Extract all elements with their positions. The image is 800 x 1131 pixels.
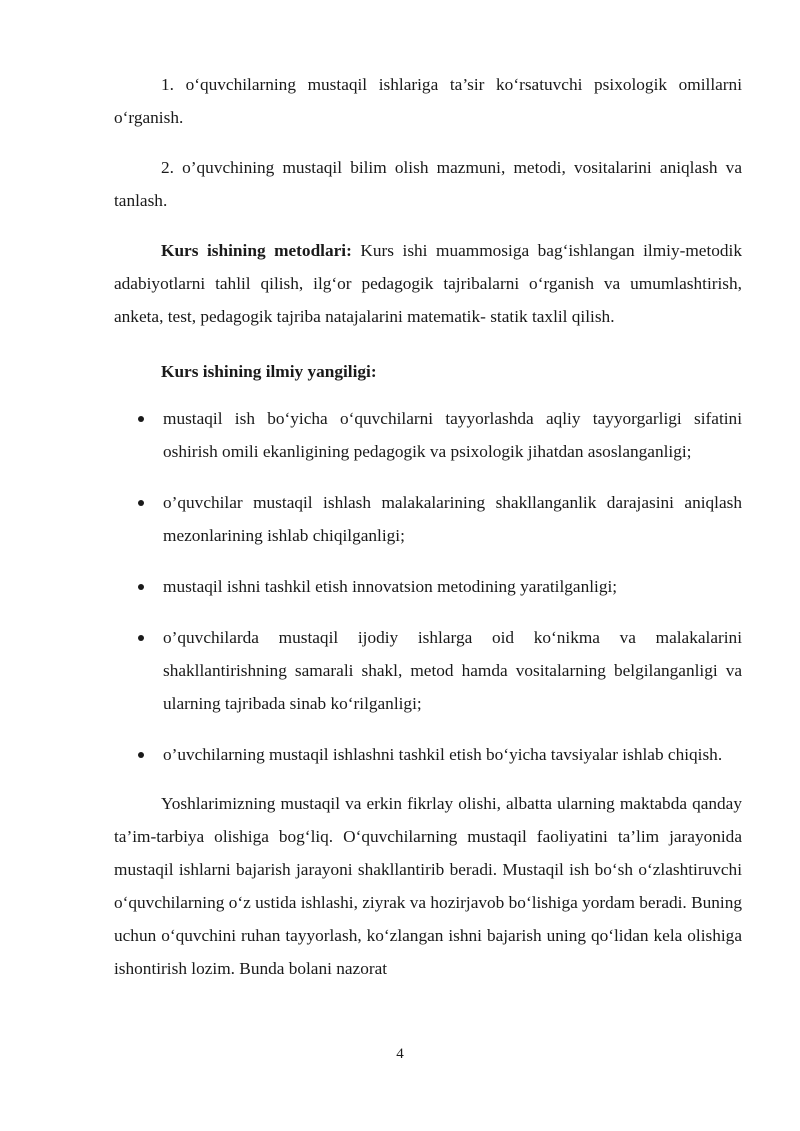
list-item-text: o’quvchilar mustaqil ishlash malakalarining shakllanganlik darajasini aniqlash mezonlarining ishlab chiqilganligi; [163, 493, 742, 545]
list-item [114, 621, 742, 720]
list-item [114, 738, 742, 771]
list-item [114, 486, 742, 552]
list-item-text: o’uvchilarning mustaqil ishlashni tashkil etish bo‘yicha tavsiyalar ishlab chiqish. [163, 745, 723, 764]
bullet-icon [138, 416, 144, 422]
closing-paragraph: Yoshlarimizning mustaqil va erkin fikrlay olishi, albatta ularning maktabda qanday ta’im-tarbiya olishiga bog‘liq. O‘quvchilarning mustaqil faoliyatini ta’lim jarayonida mustaqil ishlarni bajarish jarayoni shakllantirib beradi. Mustaqil ish bo‘sh o‘zlashtiruvchi o‘quvchilarning o‘z ustida ishlashi, ziyrak va hozirjavob bo‘lishiga yordam beradi. Buning uchun o‘quvchini ruhan tayyorlash, ko‘zlangan ishni bajarish uning qo‘lidan kela olishiga ishontirish lozim. Bunda bolani nazorat [114, 794, 742, 978]
methods-text: Kurs ishi muammosiga bag‘ishlangan ilmiy-metodik adabiyotlarni tahlil qilish, ilg‘or pedagogik tajribalarni o‘rganish va umumlashtirish, anketa, test, pedagogik tajriba natajalarini matematik- statik taxlil qilish. [114, 241, 742, 326]
novelty-heading: Kurs ishining ilmiy yangiligi: [161, 362, 377, 381]
bullet-icon [138, 500, 144, 506]
task-paragraph-1: 1. o‘quvchilarning mustaqil ishlariga ta’sir ko‘rsatuvchi psixologik omillarni o‘rganish. [114, 75, 742, 127]
list-item-text: o’quvchilarda mustaqil ijodiy ishlarga oid ko‘nikma va malakalarini shakllantirishning samarali shakl, metod hamda vositalarning belgilanganligi va ularning tajribada sinab ko‘rilganligi; [163, 628, 742, 713]
page-number: 4 [396, 1046, 404, 1062]
bullet-icon [138, 752, 144, 758]
methods-label: Kurs ishining metodlari: [161, 241, 352, 260]
list-item-text: mustaqil ishni tashkil etish innovatsion metodining yaratilganligi; [163, 577, 618, 596]
document-page [114, 68, 742, 985]
bullet-icon [138, 584, 144, 590]
novelty-list [114, 402, 742, 771]
bullet-icon [138, 635, 144, 641]
task-paragraph-2: 2. o’quvchining mustaqil bilim olish mazmuni, metodi, vositalarini aniqlash va tanlash. [114, 158, 742, 210]
list-item [114, 402, 742, 468]
methods-paragraph [114, 234, 742, 333]
list-item [114, 570, 742, 603]
list-item-text: mustaqil ish bo‘yicha o‘quvchilarni tayyorlashda aqliy tayyorgarligi sifatini oshirish omili ekanligining pedagogik va psixologik jihatdan asoslanganligi; [163, 409, 742, 461]
